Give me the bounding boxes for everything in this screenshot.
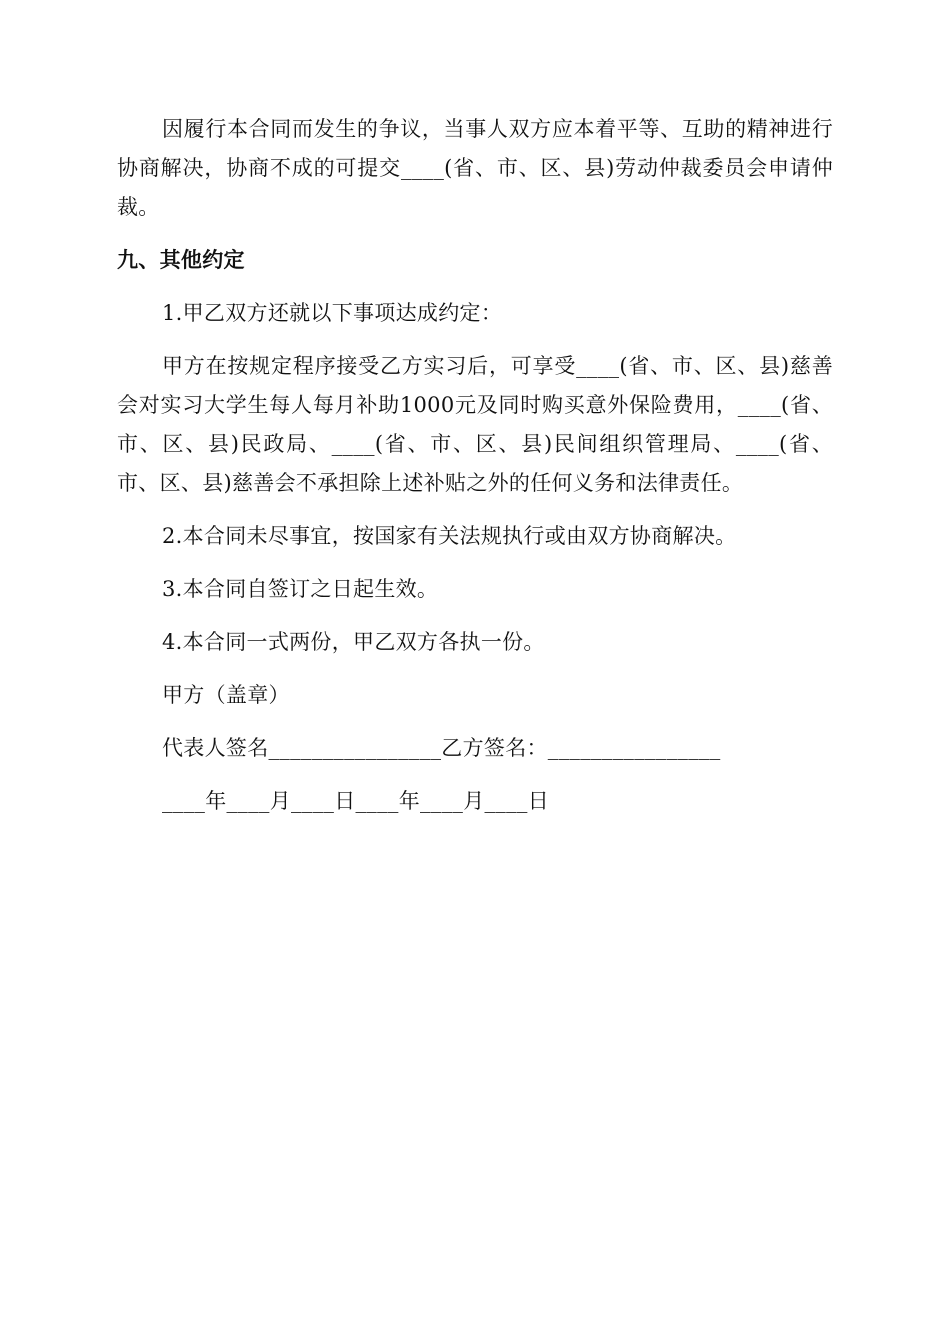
agreement-item-3: 3.本合同自签订之日起生效。 <box>162 577 439 601</box>
contract-page <box>117 110 833 835</box>
date-line: ____年____月____日____年____月____日 <box>162 789 549 813</box>
agreement-item-1: 1.甲乙双方还就以下事项达成约定： <box>162 301 503 325</box>
agreement-item-2: 2.本合同未尽事宜，按国家有关法规执行或由双方协商解决。 <box>162 524 737 548</box>
party-a-seal-label: 甲方（盖章） <box>162 683 290 707</box>
section-nine-heading: 九、其他约定 <box>117 248 245 272</box>
agreement-item-1-detail: 甲方在按规定程序接受乙方实习后，可享受____(省、市、区、县)慈善会对实习大学生每人每月补助1000元及同时购买意外保险费用，____(省、市、区、县)民政局、____(省、市、区、县)民间组织管理局、____(省、市、区、县)慈善会不承担除上述补贴之外的任何义务和法律责任。 <box>117 354 833 495</box>
signature-line: 代表人签名________________乙方签名：________________ <box>162 736 721 760</box>
dispute-resolution-paragraph: 因履行本合同而发生的争议，当事人双方应本着平等、互助的精神进行协商解决，协商不成的可提交____(省、市、区、县)劳动仲裁委员会申请仲裁。 <box>117 117 833 219</box>
agreement-item-4: 4.本合同一式两份，甲乙双方各执一份。 <box>162 630 545 654</box>
